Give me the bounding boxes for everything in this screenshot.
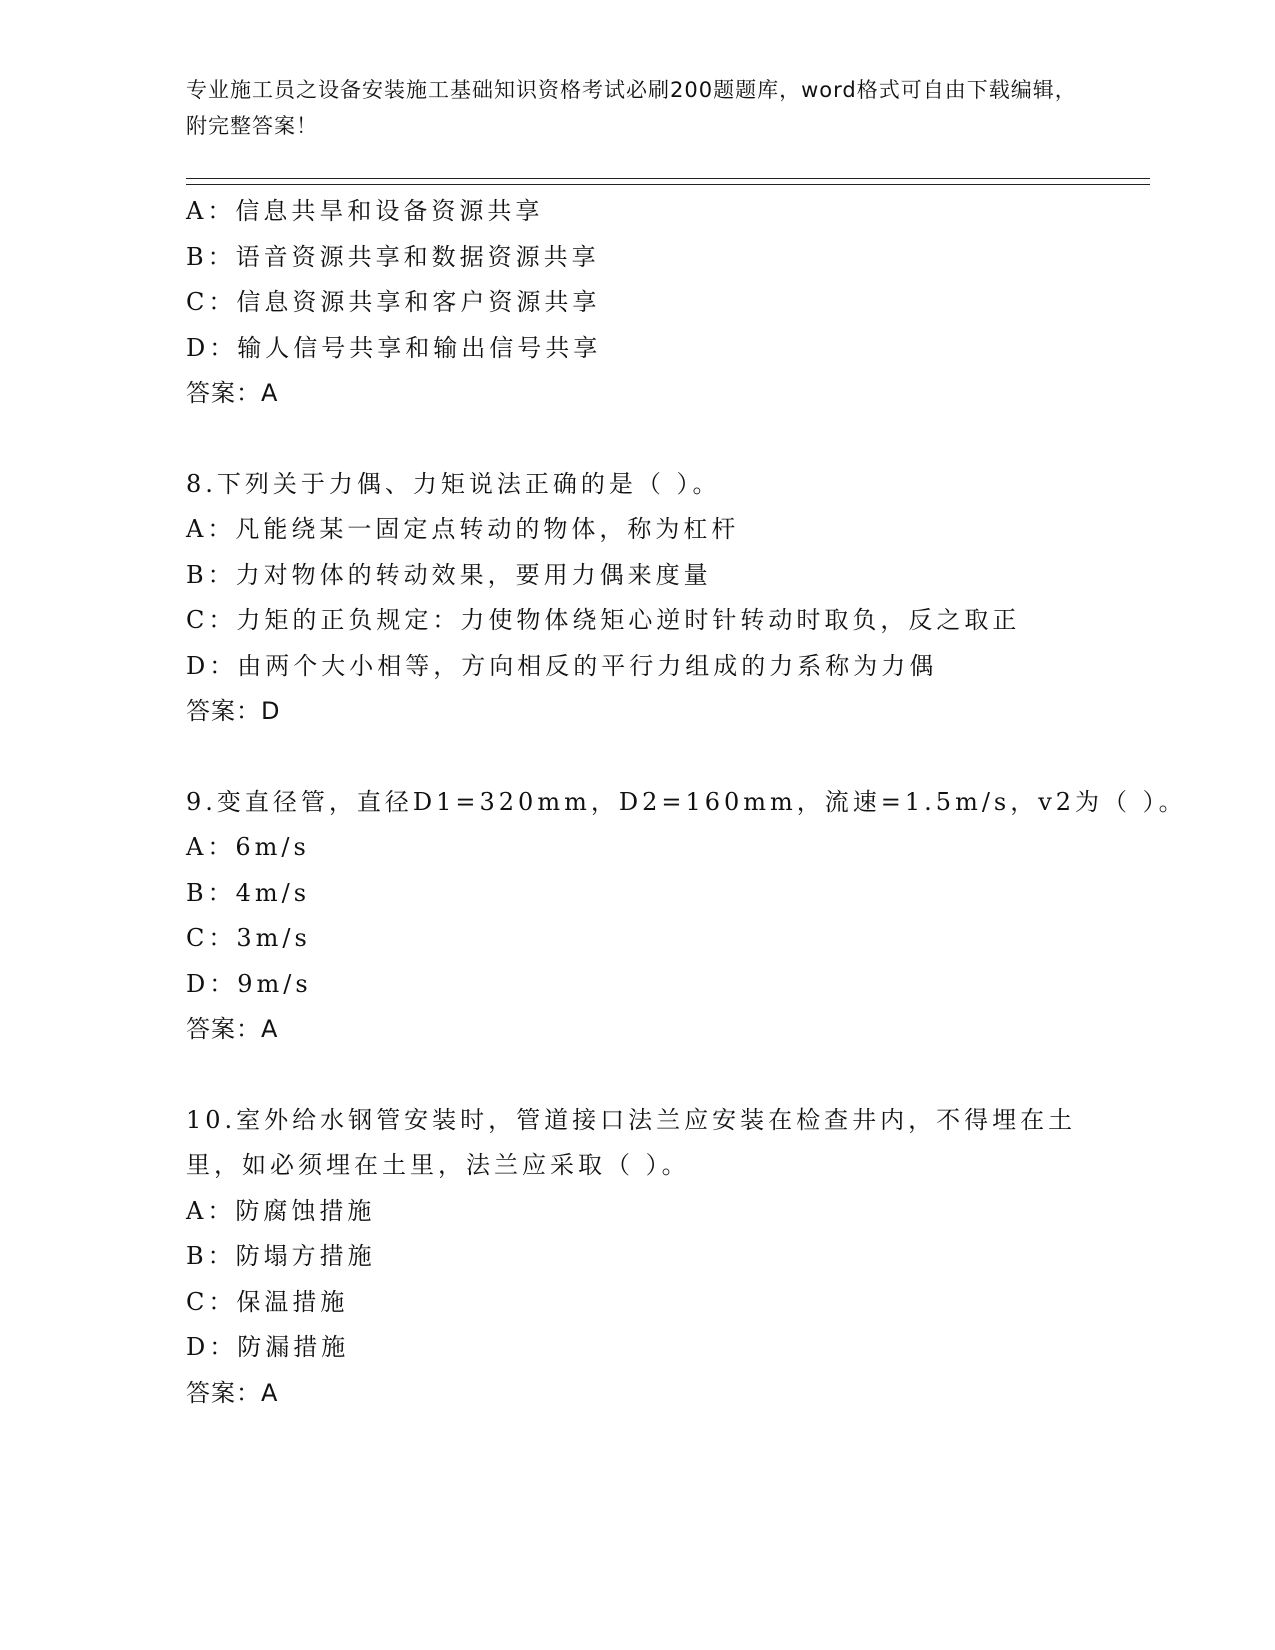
option-c: C：力矩的正负规定：力使物体绕矩心逆时针转动时取负，反之取正 [186,606,1021,634]
answer: 答案：D [186,697,281,725]
question-block-9 [186,780,1187,1053]
option-d: D：9m/s [186,969,312,998]
option-d: D：防漏措施 [186,1333,350,1361]
option-b: B：语音资源共享和数据资源共享 [186,242,600,271]
option-c: C：信息资源共享和客户资源共享 [186,288,601,316]
option-a: A：防腐蚀措施 [186,1196,376,1225]
option-b: B：4m/s [186,878,311,907]
spacer [186,417,1106,462]
question-text: 8.下列关于力偶、力矩说法正确的是（ ）。 [186,469,721,498]
option-b: B：力对物体的转动效果，要用力偶来度量 [186,560,712,589]
option-c: C：保温措施 [186,1287,349,1316]
option-a: A：6m/s [186,833,310,861]
question-text: 9.变直径管，直径D1=320mm，D2=160mm，流速=1.5m/s，v2为（ ）。 [186,787,1187,816]
option-b: B：防塌方措施 [186,1242,376,1270]
spacer [186,735,1106,780]
question-text: 10.室外给水钢管安装时，管道接口法兰应安装在检查井内，不得埋在土里，如必须埋在土里，法兰应采取（ ）。 [186,1105,1077,1179]
question-block-10 [186,1098,1106,1417]
option-d: D：由两个大小相等，方向相反的平行力组成的力系称为力偶 [186,651,938,680]
answer: 答案：A [186,379,279,407]
question-block-8 [186,462,1106,735]
question-list [186,189,1187,1416]
spacer [186,1053,1106,1098]
option-a: A：凡能绕某一固定点转动的物体，称为杠杆 [186,515,740,543]
document-header: 专业施工员之设备安装施工基础知识资格考试必刷200题题库，word格式可自由下载编辑，附完整答案！ [186,78,1077,138]
option-c: C：3m/s [186,924,311,952]
question-block-partial [186,189,1106,417]
answer: 答案：A [186,1378,279,1407]
answer: 答案：A [186,1015,279,1043]
option-a: A：信息共旱和设备资源共享 [186,197,544,225]
header-rule-bottom [186,184,1150,185]
option-d: D：输人信号共享和输出信号共享 [186,333,602,362]
header-rule-top [186,178,1150,179]
